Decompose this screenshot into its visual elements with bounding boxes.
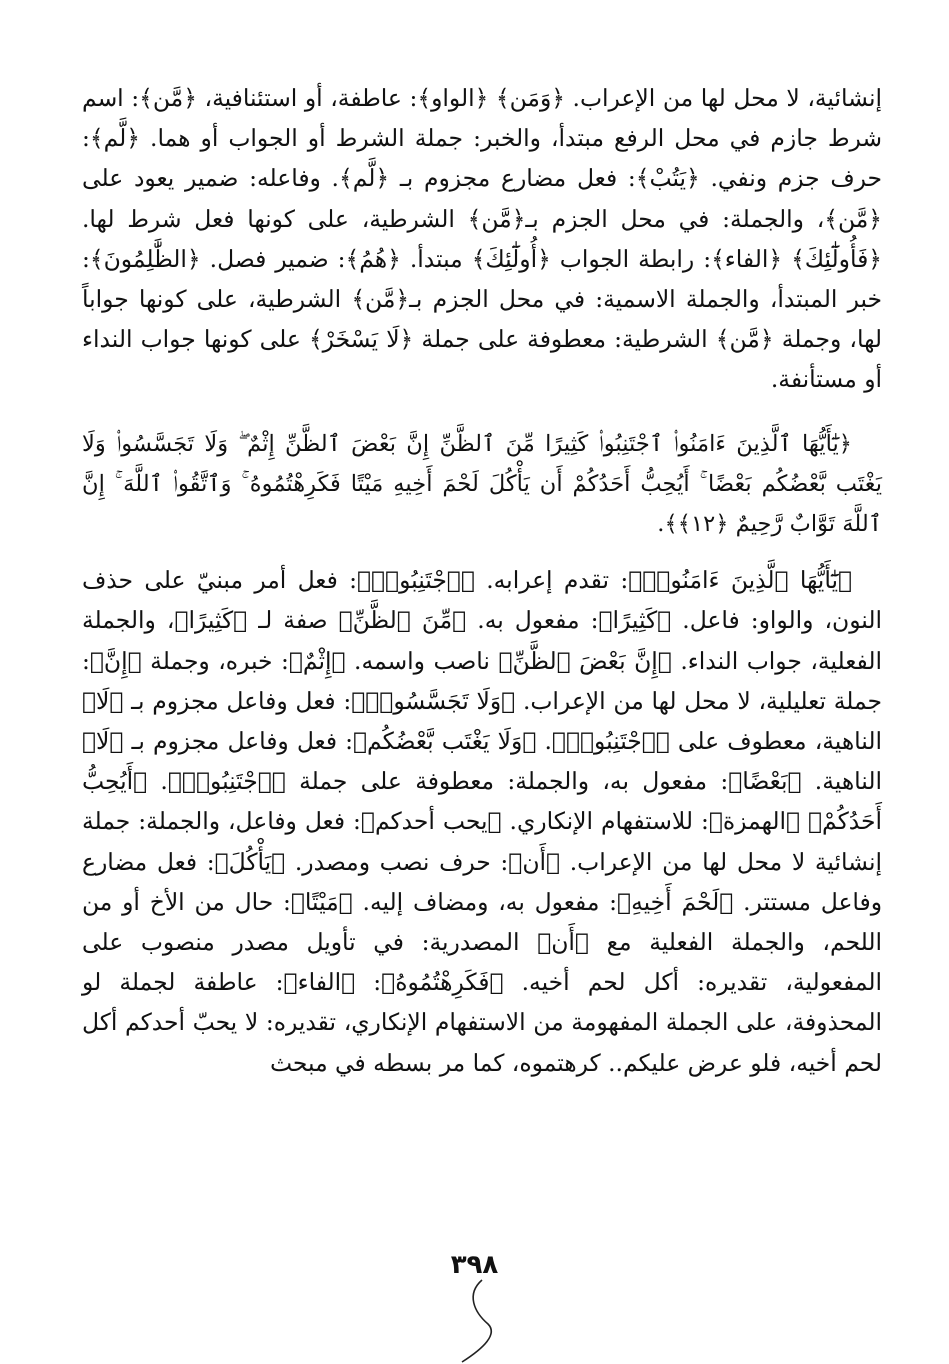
- paragraph-first: إنشائية، لا محل لها من الإعراب. ﴿وَمَن﴾ ﴿الواو﴾: عاطفة، أو استئنافية، ﴿مَّن﴾: اسم شرط جازم في محل الرفع مبتدأ، والخبر: جملة الشرط أو الجواب أو هما. ﴿لَّم﴾: حرف جزم ونفي. ﴿يَتُبْ﴾: فعل مضارع مجزوم بـ ﴿لَّم﴾. وفاعله: ضمير يعود على ﴿مَّن﴾، والجملة: في محل الجزم بـ﴿مَّن﴾ الشرطية، على كونها فعل شرط لها. ﴿فَأُولَٰٓئِكَ﴾ ﴿الفاء﴾: رابطة الجواب ﴿أُولَٰٓئِكَ﴾ مبتدأ. ﴿هُمُ﴾: ضمير فصل. ﴿الظَّٰلِمُونَ﴾: خبر المبتدأ، والجملة الاسمية: في محل الجزم بـ﴿مَّن﴾ الشرطية، على كونها جواباً لها، وجملة ﴿مَّن﴾ الشرطية: معطوفة على جملة ﴿لَا يَسْخَرْ﴾ على كونها جواب النداء أو مستأنفة.: [82, 84, 882, 394]
- page-bracket-mark: [448, 1278, 508, 1364]
- quran-verse: ﴿يَٰٓأَيُّهَا ٱلَّذِينَ ءَامَنُوا۟ ٱجْتَنِبُوا۟ كَثِيرًا مِّنَ ٱلظَّنِّ إِنَّ بَعْضَ ٱلظَّنِّ إِثْمٌ ۖ وَلَا تَجَسَّسُوا۟ وَلَا يَغْتَب بَّعْضُكُم بَعْضًا ۚ أَيُحِبُّ أَحَدُكُمْ أَن يَأْكُلَ لَحْمَ أَخِيهِ مَيْتًا فَكَرِهْتُمُوهُ ۚ وَٱتَّقُوا۟ ٱللَّهَ ۚ إِنَّ ٱللَّهَ تَوَّابٌ رَّحِيمٌ ﴿١٢﴾﴾.: [82, 430, 882, 538]
- page-number: ٣٩٨: [450, 1250, 499, 1280]
- paragraph-second: ﴿يَٰٓأَيُّهَا ٱلَّذِينَ ءَامَنُوا۟﴾: تقدم إعرابه. ﴿ٱجْتَنِبُوا۟﴾: فعل أمر مبنيّ على حذف النون، والواو: فاعل. ﴿كَثِيرًا﴾: مفعول به. ﴿مِّنَ ٱلظَّنِّ﴾ صفة لـ ﴿كَثِيرًا﴾، والجملة الفعلية، جواب النداء. ﴿إِنَّ بَعْضَ ٱلظَّنِّ﴾ ناصب واسمه. ﴿إِثْمٌ﴾: خبره، وجملة ﴿إِنَّ﴾: جملة تعليلية، لا محل لها من الإعراب. ﴿وَلَا تَجَسَّسُوا۟﴾: فعل وفاعل مجزوم بـ ﴿لَا﴾ الناهية، معطوف على ﴿ٱجْتَنِبُوا۟﴾. ﴿وَلَا يَغْتَب بَّعْضُكُم﴾: فعل وفاعل مجزوم بـ ﴿لَا﴾ الناهية. ﴿بَعْضًا﴾: مفعول به، والجملة: معطوفة على جملة ﴿ٱجْتَنِبُوا۟﴾. ﴿أَيُحِبُّ أَحَدُكُمْ﴾ ﴿الهمزة﴾: للاستفهام الإنكاري. ﴿يحب أحدكم﴾: فعل وفاعل، والجملة: جملة إنشائية لا محل لها من الإعراب. ﴿أَن﴾: حرف نصب ومصدر. ﴿يَأْكُلَ﴾: فعل مضارع وفاعل مستتر. ﴿لَحْمَ أَخِيهِ﴾: مفعول به، ومضاف إليه. ﴿مَيْتًا﴾: حال من الأخ أو من اللحم، والجملة الفعلية مع ﴿أَن﴾ المصدرية: في تأويل مصدر منصوب على المفعولية، تقديره: أكل لحم أخيه. ﴿فَكَرِهْتُمُوهُ﴾: ﴿الفاء﴾: عاطفة لجملة لو المحذوفة، على الجملة المفهومة من الاستفهام الإنكاري، تقديره: لا يحبّ أحدكم أكل لحم أخيه، فلو عرض عليكم.. كرهتموه، كما مر بسطه في مبحث: [82, 566, 882, 1077]
- page-body: [82, 78, 882, 1083]
